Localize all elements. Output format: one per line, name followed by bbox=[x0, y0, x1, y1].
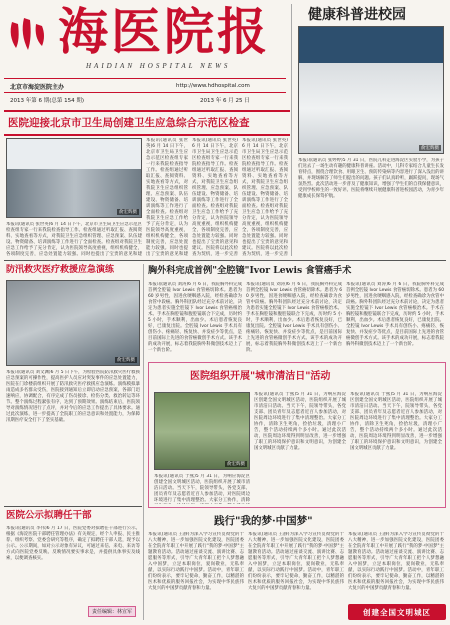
masthead-publisher: 北京市海淀医院主办 bbox=[10, 84, 65, 91]
lead-body-col-2: 本报讯(通讯员 张世英)6 月 14 日下午，北京市卫生局卫生应急示范区检查组专家一行来我院检查指导工作。检查组通过听取汇报、查阅资料、实地查看等方式，对我院卫生应急组织管理、应急预案、队伍建设、物资储备、培训演练等工作进行了全面检查。检查组对我院卫生应急工作给予了充分肯定，认为医院领导高度重视，组织机构健全，各项制度完善，应急处置能力较强。同时也提出了宝贵的意见和建议。医院将以此次检查为契机，进一步完善 bbox=[192, 138, 238, 256]
surgery-body-col-2: 本报讯(通讯员 刘涛)6 月 6 日，我院胸外科完成首例全腔镜 Ivor Lewis 食管癌切除术。患者为 60 岁男性，因进食哽咽感入院，经检查确诊为食管中段癌。胸外科团队经过充分术前讨论，决定为患者实施全腔镜下 Ivor Lewis 食管癌根治术。手术在胸腔镜和腹腔镜联合下完成，历时约 5 小时，手术顺利，出血少。术后患者恢复良好，已康复出院。全腔镜 Ivor Lewis 手术具有创伤小、疼痛轻、恢复快、并发症少等优点，是目前国际上先进的食管癌微创手术方式。该手术的成功开展，标志着我院胸外科微创技术迈上了一个新台阶。 bbox=[246, 282, 342, 353]
photo-caption: 俞宏辉摄 bbox=[227, 462, 245, 467]
photo-caption: 俞宏辉摄 bbox=[421, 146, 439, 151]
masthead-date: 2013 年 6 月 25 日 bbox=[200, 98, 250, 104]
top-right-headline: 健康科普进校园 bbox=[308, 7, 406, 23]
photo-caption: 俞宏辉摄 bbox=[117, 358, 135, 363]
cleanup-body-col-2: 本报讯(通讯员 于燕)5 月 31 日，为响应海淀区创建全国文明城区活动，医院组织开展了城市清洁日活动。当天下午，院领导带头，各党支部、团员青年及志愿者近百人参加活动，对医院周边环境进行了集中清理整治。大家分工协作，清除卫生死角，捡拾垃圾，清理小广告，整个活动持续两个多小时。通过此次活动，医院周边环境得到明显改善，进一步增强了职工的环境保护意识和文明意识，为创建全国文明城区贡献了力量。 bbox=[350, 392, 442, 451]
drill-headline: 防汛救灾医疗救援应急演练 bbox=[6, 265, 115, 275]
surgery-headline: 胸外科完成首例"全腔镜"Ivor Lewis 食管癌手术 bbox=[148, 265, 352, 276]
dream-body-col-1: 本报讯(通讯员 王静)为深入学习宣传贯彻党的十八大精神，进一步加强医院文化建设，医院团委在全院青年职工中开展了践行"我的梦·中国梦"主题教育活动。活动通过座谈交流、演讲比赛、志愿服务等形式，引导广大青年职工把个人梦想融入中国梦，立足本职岗位，爱岗敬业，无私奉献，以实际行动践行中国梦。活动中，青年职工们纷纷表示，要牢记使命，勤奋工作，以精湛的医术和优质的服务回报社会，为实现中华民族伟大复兴的中国梦贡献青春和力量。 bbox=[148, 532, 244, 591]
surgery-body-col-3: 本报讯(通讯员 刘涛)6 月 6 日，我院胸外科完成首例全腔镜 Ivor Lewis 食管癌切除术。患者为 60 岁男性，因进食哽咽感入院，经检查确诊为食管中段癌。胸外科团队经过充分术前讨论，决定为患者实施全腔镜下 Ivor Lewis 食管癌根治术。手术在胸腔镜和腹腔镜联合下完成，历时约 5 小时，手术顺利，出血少。术后患者恢复良好，已康复出院。全腔镜 Ivor Lewis 手术具有创伤小、疼痛轻、恢复快、并发症少等优点，是目前国际上先进的食管癌微创手术方式。该手术的成功开展，标志着我院胸外科微创技术迈上了一个新台阶。 bbox=[346, 282, 444, 347]
dream-headline: 践行"我的梦·中国梦" bbox=[214, 515, 313, 527]
announce-body: 本报讯(通讯员 李伟)6 月 17 日，医院党委对拟聘任干部进行公示。根据《海淀医院干部聘任管理办法》有关规定，经个人申报、民主推荐、组织考察、党委会研究等程序，确定了拟聘任干部人选，现予以公示。公示期间，如对公示对象有异议，可通过来信、来电、来访等方式向医院党委反映。反映情况要实事求是，并提供具体事实及线索，以便调查核实。 bbox=[6, 526, 140, 561]
drill-body: 本报讯(通讯员 刘文渊)6 月 5 日下午，为检验医院防汛救灾医疗救援应急预案的可操作性，提高医护人员应对突发事件的应急处置能力，医院在门诊楼前组织开展了防汛救灾医疗救援应急演练。演练模拟暴雨造成多名群众受伤，医院接到通知后立即启动应急预案，各部门迅速响应，协调配合，有序完成了伤员接诊、检伤分类、救治转运等环节。整个演练过程紧张有序，达到了预期效果。演练结束后，医院领导对演练情况进行了点评，并对今后的应急工作提出了具体要求。通过此次演练，进一步提高了全院职工的应急意识和处置能力，为保障汛期医疗安全打下了坚实基础。 bbox=[6, 370, 140, 423]
school-lecture-photo bbox=[298, 26, 444, 154]
inspection-photo bbox=[6, 138, 142, 218]
top-right-body: 本报讯(通讯员 张婷婷)5 月 31 日，医院儿科走进海淀区实验小学，为孩子们送去了一场生动有趣的健康科普讲座。活动中，儿科专家结合儿童生长发育特点，围绕合理饮食、用眼卫生、预防传染病等内容进行了深入浅出的讲解，并现场解答了师生们提出的问题。孩子们认真聆听，踊跃提问，现场气氛热烈。此次活动进一步普及了健康知识，增强了学生们的自我保健意识，受到学校师生的一致好评。医院将继续开展健康科普进校园活动，为青少年健康成长保驾护航。 bbox=[298, 158, 444, 199]
announce-headline: 医院公示拟聘任干部 bbox=[6, 510, 92, 521]
drill-photo bbox=[6, 280, 140, 366]
photo-caption: 俞宏辉摄 bbox=[119, 210, 137, 215]
dream-body-col-3: 本报讯(通讯员 王静)为深入学习宣传贯彻党的十八大精神，进一步加强医院文化建设，医院团委在全院青年职工中开展了践行"我的梦·中国梦"主题教育活动。活动通过座谈交流、演讲比赛、志愿服务等形式，引导广大青年职工把个人梦想融入中国梦，立足本职岗位，爱岗敬业，无私奉献，以实际行动践行中国梦。活动中，青年职工们纷纷表示，要牢记使命，勤奋工作，以精湛的医术和优质的服务回报社会，为实现中华民族伟大复兴的中国梦贡献青春和力量。 bbox=[348, 532, 444, 591]
lead-body-col-3: 本报讯(通讯员 张世英)6 月 14 日下午，北京市卫生局卫生应急示范区检查组专家一行来我院检查指导工作。检查组通过听取汇报、查阅资料、实地查看等方式，对我院卫生应急组织管理、应急预案、队伍建设、物资储备、培训演练等工作进行了全面检查。检查组对我院卫生应急工作给予了充分肯定，认为医院领导高度重视，组织机构健全，各项制度完善，应急处置能力较强。同时也提出了宝贵的意见和建议。医院将以此次检查为契机，进一步完善 bbox=[242, 138, 288, 256]
masthead bbox=[0, 0, 290, 110]
cleanup-body-col-1: 本报讯(通讯员 于燕)5 月 31 日，为响应海淀区创建全国文明城区活动，医院组织开展了城市清洁日活动。当天下午，院领导带头，各党支部、团员青年及志愿者近百人参加活动，对医院周边环境进行了集中清理整治。大家分工协作，清除卫生死角，捡拾垃圾，清理小广告，整个活动持续两个多小时。通过此次活动，医院周边环境得到明显改善，进一步增强了职工的环境保护意识和文明意识，为创建全国文明城区贡献了力量。 bbox=[254, 392, 346, 451]
cleanup-body-col-0: 本报讯(通讯员 于燕)5 月 31 日，为响应海淀区创建全国文明城区活动，医院组织开展了城市清洁日活动。当天下午，院领导带头，各党支部、团员青年及志愿者近百人参加活动，对医院周边环境进行了集中清理整治。大家分工协作，清除 bbox=[154, 474, 250, 503]
lead-body-col-0: 本报讯(通讯员 张世英)6 月 14 日下午，北京市卫生局卫生应急示范区检查组专家一行来我院检查指导工作。检查组通过听取汇报、查阅资料、实地查看等方式，对我院卫生应急组织管理、应急预案、队伍建设、物资储备、培训演练等工作进行了全面检查。检查组对我院卫生应急工作给予了充分肯定，认为医院领导高度重视，组织机构健全，各项制度完善，应急处置能力较强。同时也提出了宝贵的意见和建 bbox=[6, 222, 142, 256]
lead-body-col-1: 本报讯(通讯员 张世英)6 月 14 日下午，北京市卫生局卫生应急示范区检查组专家一行来我院检查指导工作。检查组通过听取汇报、查阅资料、实地查看等方式，对我院卫生应急组织管理、应急预案、队伍建设、物资储备、培训演练等工作进行了全面检查。检查组对我院卫生应急工作给予了充分肯定，认为医院领导高度重视，组织机构健全，各项制度完善，应急处置能力较强。同时也提出了宝贵的意见和建 bbox=[146, 138, 188, 256]
cleanup-photo bbox=[154, 392, 250, 470]
cleanup-headline: 医院组织开展"城市清洁日"活动 bbox=[190, 371, 331, 382]
footer-editor: 责任编辑：林宣军 bbox=[88, 606, 136, 617]
masthead-subtitle: HAIDIAN HOSPITAL NEWS bbox=[86, 62, 231, 70]
dream-body-col-2: 本报讯(通讯员 王静)为深入学习宣传贯彻党的十八大精神，进一步加强医院文化建设，医院团委在全院青年职工中开展了践行"我的梦·中国梦"主题教育活动。活动通过座谈交流、演讲比赛、志愿服务等形式，引导广大青年职工把个人梦想融入中国梦，立足本职岗位，爱岗敬业，无私奉献，以实际行动践行中国梦。活动中，青年职工们纷纷表示，要牢记使命，勤奋工作，以精湛的医术和优质的服务回报社会，为实现中华民族伟大复兴的中国梦贡献青春和力量。 bbox=[248, 532, 344, 591]
lead-headline: 医院迎接北京市卫生局创建卫生应急综合示范区检查 bbox=[8, 117, 250, 129]
banner-text: 创建全国文明城区 bbox=[363, 607, 431, 617]
hospital-logo-icon bbox=[6, 14, 50, 54]
masthead-website[interactable]: http://www.hdhospital.com bbox=[176, 83, 250, 89]
surgery-body-col-1: 本报讯(通讯员 刘涛)6 月 6 日，我院胸外科完成首例全腔镜 Ivor Lewis 食管癌切除术。患者为 60 岁男性，因进食哽咽感入院，经检查确诊为食管中段癌。胸外科团队经过充分术前讨论，决定为患者实施全腔镜下 Ivor Lewis 食管癌根治术。手术在胸腔镜和腹腔镜联合下完成，历时约 5 小时，手术顺利，出血少。术后患者恢复良好，已康复出院。全腔镜 Ivor Lewis 手术具有创伤小、疼痛轻、恢复快、并发症少等优点，是目前国际上先进的食管癌微创手术方式。该手术的成功开展，标志着我院胸外科微创技术迈上了一个新台阶。 bbox=[148, 282, 242, 353]
civilized-city-banner bbox=[348, 604, 446, 620]
masthead-issue: 2013 年第 6 期(总第 154 期) bbox=[10, 98, 85, 104]
top-right-article bbox=[296, 0, 446, 256]
masthead-title: 海医院报 bbox=[58, 2, 270, 61]
